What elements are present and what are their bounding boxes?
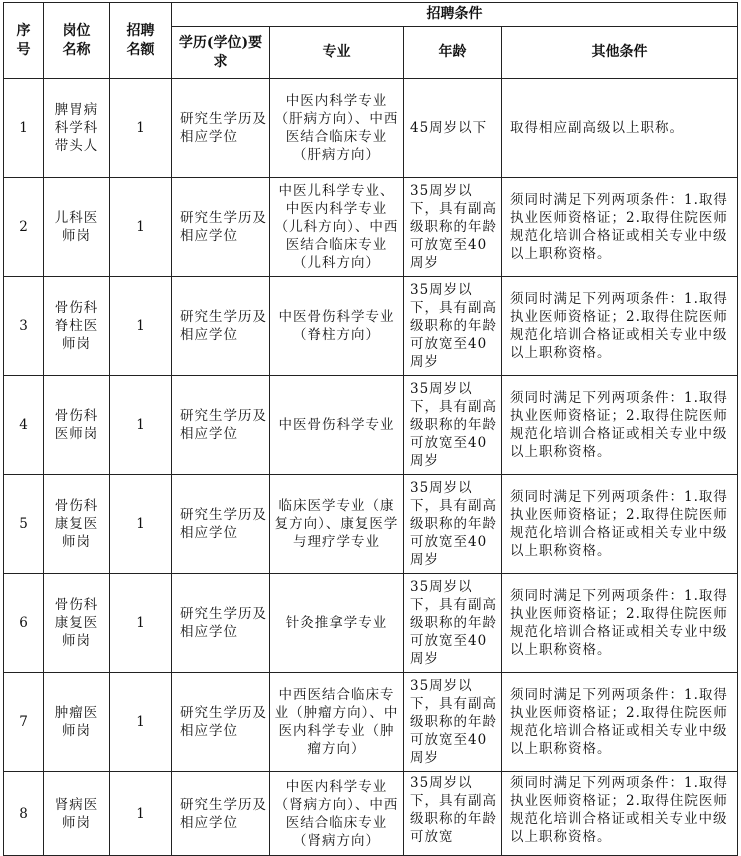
- cell-count: 1: [110, 574, 172, 673]
- cell-count: 1: [110, 475, 172, 574]
- cell-age: 35周岁以下，具有副高级职称的年龄可放宽至40周岁: [404, 574, 502, 673]
- cell-post: 肿瘤医师岗: [44, 673, 110, 772]
- cell-seq: 6: [4, 574, 44, 673]
- cell-other: 须同时满足下列两项条件：1.取得执业医师资格证；2.取得住院医师规范化培训合格证或相关专业中级以上职称资格。: [502, 277, 738, 376]
- cell-post: 骨伤科康复医师岗: [44, 475, 110, 574]
- cell-post: 骨伤科康复医师岗: [44, 574, 110, 673]
- cell-seq: 4: [4, 376, 44, 475]
- cell-major: 中医儿科学专业、中医内科学专业（儿科方向）、中西医结合临床专业（儿科方向）: [270, 178, 404, 277]
- cell-age: 45周岁以下: [404, 79, 502, 178]
- header-count: 招聘名额: [110, 3, 172, 79]
- cell-other: 须同时满足下列两项条件：1.取得执业医师资格证；2.取得住院医师规范化培训合格证或相关专业中级以上职称资格。: [502, 574, 738, 673]
- cell-seq: 3: [4, 277, 44, 376]
- cell-count: 1: [110, 277, 172, 376]
- cell-count: 1: [110, 673, 172, 772]
- table-row: [4, 277, 738, 376]
- cell-post: 肾病医师岗: [44, 772, 110, 856]
- table-row: [4, 178, 738, 277]
- cell-count: 1: [110, 376, 172, 475]
- cell-seq: 8: [4, 772, 44, 856]
- cell-major: 中医骨伤科学专业: [270, 376, 404, 475]
- cell-seq: 5: [4, 475, 44, 574]
- cell-seq: 2: [4, 178, 44, 277]
- table-row: [4, 475, 738, 574]
- cell-education: 研究生学历及相应学位: [172, 772, 270, 856]
- cell-other: 须同时满足下列两项条件：1.取得执业医师资格证；2.取得住院医师规范化培训合格证或相关专业中级以上职称资格。: [502, 772, 738, 856]
- header-other: 其他条件: [502, 27, 738, 79]
- cell-major: 中西医结合临床专业（肿瘤方向）、中医内科学专业（肿瘤方向）: [270, 673, 404, 772]
- cell-age: 35周岁以下，具有副高级职称的年龄可放宽至40周岁: [404, 178, 502, 277]
- cell-age: 35周岁以下，具有副高级职称的年龄可放宽至40周岁: [404, 277, 502, 376]
- cell-education: 研究生学历及相应学位: [172, 574, 270, 673]
- cell-age: 35周岁以下，具有副高级职称的年龄可放宽: [404, 772, 502, 856]
- cell-count: 1: [110, 178, 172, 277]
- cell-education: 研究生学历及相应学位: [172, 376, 270, 475]
- cell-education: 研究生学历及相应学位: [172, 673, 270, 772]
- cell-other: 须同时满足下列两项条件：1.取得执业医师资格证；2.取得住院医师规范化培训合格证或相关专业中级以上职称资格。: [502, 376, 738, 475]
- table-row: [4, 673, 738, 772]
- cell-count: 1: [110, 79, 172, 178]
- header-post: 岗位名称: [44, 3, 110, 79]
- header-age: 年龄: [404, 27, 502, 79]
- cell-post: 骨伤科脊柱医师岗: [44, 277, 110, 376]
- header-conditions: 招聘条件: [172, 3, 738, 27]
- header-education: 学历(学位)要求: [172, 27, 270, 79]
- cell-major: 中医骨伤科学专业（脊柱方向）: [270, 277, 404, 376]
- cell-other: 取得相应副高级以上职称。: [502, 79, 738, 178]
- cell-seq: 1: [4, 79, 44, 178]
- recruitment-table: [3, 2, 738, 856]
- cell-age: 35周岁以下，具有副高级职称的年龄可放宽至40周岁: [404, 475, 502, 574]
- cell-age: 35周岁以下，具有副高级职称的年龄可放宽至40周岁: [404, 673, 502, 772]
- header-seq: 序号: [4, 3, 44, 79]
- cell-education: 研究生学历及相应学位: [172, 178, 270, 277]
- cell-count: 1: [110, 772, 172, 856]
- cell-major: 中医内科学专业（肾病方向）、中西医结合临床专业（肾病方向）: [270, 772, 404, 856]
- table-row: [4, 574, 738, 673]
- table-row: [4, 376, 738, 475]
- cell-other: 须同时满足下列两项条件：1.取得执业医师资格证；2.取得住院医师规范化培训合格证或相关专业中级以上职称资格。: [502, 673, 738, 772]
- table-row: [4, 79, 738, 178]
- cell-major: 针灸推拿学专业: [270, 574, 404, 673]
- cell-education: 研究生学历及相应学位: [172, 475, 270, 574]
- cell-seq: 7: [4, 673, 44, 772]
- cell-other: 须同时满足下列两项条件：1.取得执业医师资格证；2.取得住院医师规范化培训合格证或相关专业中级以上职称资格。: [502, 475, 738, 574]
- cell-post: 脾胃病科学科带头人: [44, 79, 110, 178]
- table-row: [4, 772, 738, 856]
- cell-other: 须同时满足下列两项条件：1.取得执业医师资格证；2.取得住院医师规范化培训合格证或相关专业中级以上职称资格。: [502, 178, 738, 277]
- cell-post: 儿科医师岗: [44, 178, 110, 277]
- cell-post: 骨伤科医师岗: [44, 376, 110, 475]
- cell-major: 中医内科学专业（肝病方向）、中西医结合临床专业（肝病方向）: [270, 79, 404, 178]
- cell-major: 临床医学专业（康复方向）、康复医学与理疗学专业: [270, 475, 404, 574]
- cell-education: 研究生学历及相应学位: [172, 277, 270, 376]
- cell-age: 35周岁以下，具有副高级职称的年龄可放宽至40周岁: [404, 376, 502, 475]
- header-major: 专业: [270, 27, 404, 79]
- cell-education: 研究生学历及相应学位: [172, 79, 270, 178]
